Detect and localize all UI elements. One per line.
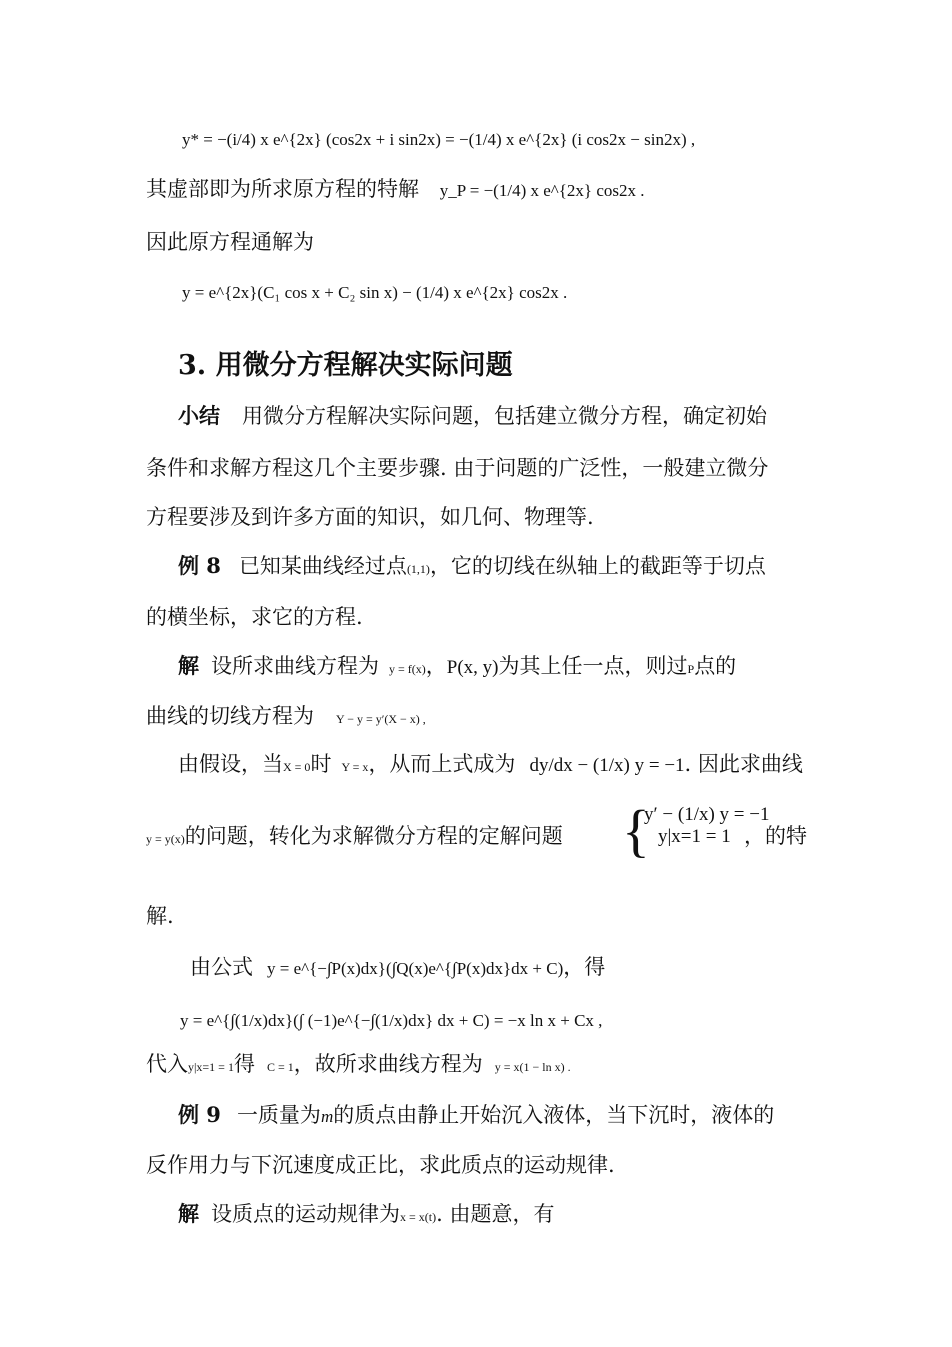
thus-text: ，从而上式成为 <box>368 752 516 776</box>
example-9-text-2: 的质点由静止开始沉入液体，当下沉时，液体的 <box>333 1103 775 1127</box>
solution-8-line-6 <box>190 953 605 983</box>
summary-line-1 <box>178 402 767 430</box>
example-8-label: 例 8 <box>178 553 221 578</box>
integration-result: y = e^{∫(1/x)dx}(∫ (−1)e^{−∫(1/x)dx} dx + C) = −x ln x + Cx , <box>180 1011 603 1030</box>
section-heading <box>178 348 513 384</box>
example-8-point: (1,1) <box>406 562 430 576</box>
solution-8-text-3: 点的 <box>694 654 737 678</box>
example-8-text-2: ，它的切线在纵轴上的截距等于切点 <box>429 554 766 578</box>
c-value: C = 1 <box>266 1060 294 1074</box>
mass-symbol: m <box>320 1107 334 1126</box>
solution-8-line-7 <box>180 1007 602 1035</box>
summary-label: 小结 <box>178 403 220 428</box>
summary-line-3 <box>146 503 594 531</box>
general-solution-formula-text: y = e^{2x}(C₁ cos x + C₂ sin x) − (1/4) x e^{2x} cos2x . <box>182 283 568 302</box>
equation-particular-complex <box>182 126 695 154</box>
comma: ， <box>425 654 447 678</box>
solution-label: 解 <box>178 653 199 678</box>
example-9-label: 例 9 <box>178 1102 221 1127</box>
solution-8-line-8 <box>146 1050 571 1081</box>
example-9-text-3: 反作用力与下沉速度成正比，求此质点的运动规律. <box>146 1153 615 1177</box>
solution-8-line-3 <box>178 750 803 781</box>
solution-8-line-4 <box>146 822 563 853</box>
example-9-line-2 <box>146 1151 615 1179</box>
summary-text-2: 条件和求解方程这几个主要步骤. 由于问题的广泛性，一般建立微分 <box>146 456 769 480</box>
summary-text-3: 方程要涉及到许多方面的知识，如几何、物理等. <box>146 505 594 529</box>
solution-9-text-1: 设质点的运动规律为 <box>211 1202 400 1226</box>
ode-equation: dy/dx − (1/x) y = −1 <box>529 755 685 776</box>
tangent-equation: Y − y = y′(X − x) , <box>336 712 426 726</box>
general-solution-intro-text: 因此原方程通解为 <box>146 230 314 254</box>
general-formula: y = e^{−∫P(x)dx}(∫Q(x)e^{∫P(x)dx}dx + C) <box>267 959 564 978</box>
solution-8-line-4-end <box>744 822 807 850</box>
left-brace-icon: { <box>622 798 650 863</box>
point-p: P(x, y) <box>446 657 499 678</box>
ivp-equation: y′ − (1/x) y = −1 <box>644 804 770 825</box>
solution-9-text-2: . 由题意，有 <box>436 1202 555 1226</box>
tangent-intro: 曲线的切线方程为 <box>146 704 314 728</box>
equation-text: y* = −(i/4) x e^{2x} (cos2x + i sin2x) = −(1/4) x e^{2x} (i cos2x − sin2x) , <box>182 130 696 149</box>
y-equals-x: Y = x <box>341 760 369 774</box>
initial-condition: y|x=1 = 1 <box>188 1060 234 1074</box>
section-heading-text: 3. 用微分方程解决实际问题 <box>178 350 513 381</box>
summary-line-2 <box>146 454 768 482</box>
example-8-line-1 <box>178 552 766 583</box>
general-solution-formula <box>182 279 567 307</box>
get-text: 得 <box>233 1052 255 1076</box>
substitute-text: 代入 <box>146 1052 188 1076</box>
example-8-text-1: 已知某曲线经过点 <box>238 554 407 578</box>
therefore-text: . 因此求曲线 <box>684 752 803 776</box>
solution-8-text-2: 为其上任一点，则过 <box>498 654 688 678</box>
particular-solution-text: 其虚部即为所求原方程的特解 <box>146 177 419 201</box>
final-curve: y = x(1 − ln x) . <box>494 1060 571 1074</box>
example-8-line-2 <box>146 603 363 631</box>
assumption-text: 由假设，当 <box>178 752 283 776</box>
obtain-text: ，得 <box>563 955 606 979</box>
formula-intro: 由公式 <box>190 955 253 979</box>
solution-8-line-2 <box>146 702 426 733</box>
example-8-text-3: 的横坐标，求它的方程. <box>146 605 363 629</box>
ivp-initial-condition: y|x=1 = 1 <box>658 826 731 847</box>
y-of-x: y = y(x) <box>146 832 185 846</box>
summary-text-1: 用微分方程解决实际问题，包括建立微分方程，确定初始 <box>242 404 767 428</box>
hence-text: ，故所求曲线方程为 <box>293 1052 483 1076</box>
motion-law: x = x(t) <box>400 1210 437 1224</box>
solution-9-label: 解 <box>178 1201 199 1226</box>
solution-8-text-1: 设所求曲线方程为 <box>211 654 379 678</box>
solution-8-line-1 <box>178 652 736 683</box>
solution-text-end: 解. <box>146 904 174 928</box>
example-9-text-1: 一质量为 <box>236 1103 321 1127</box>
solution-8-line-5 <box>146 902 174 930</box>
curve-function: y = f(x) <box>389 662 426 676</box>
particular-solution-line <box>146 175 644 205</box>
problem-text: 的问题，转化为求解微分方程的定解问题 <box>184 824 563 848</box>
p-symbol: P <box>687 662 695 676</box>
example-9-line-1 <box>178 1101 774 1131</box>
x-zero: X = 0 <box>283 760 311 774</box>
general-solution-intro <box>146 228 314 256</box>
particular-solution-formula: y_P = −(1/4) x e^{2x} cos2x . <box>439 181 645 200</box>
when-text: 时 <box>310 752 332 776</box>
special-text: ，的特 <box>744 824 807 848</box>
solution-9-line-1 <box>178 1200 554 1231</box>
